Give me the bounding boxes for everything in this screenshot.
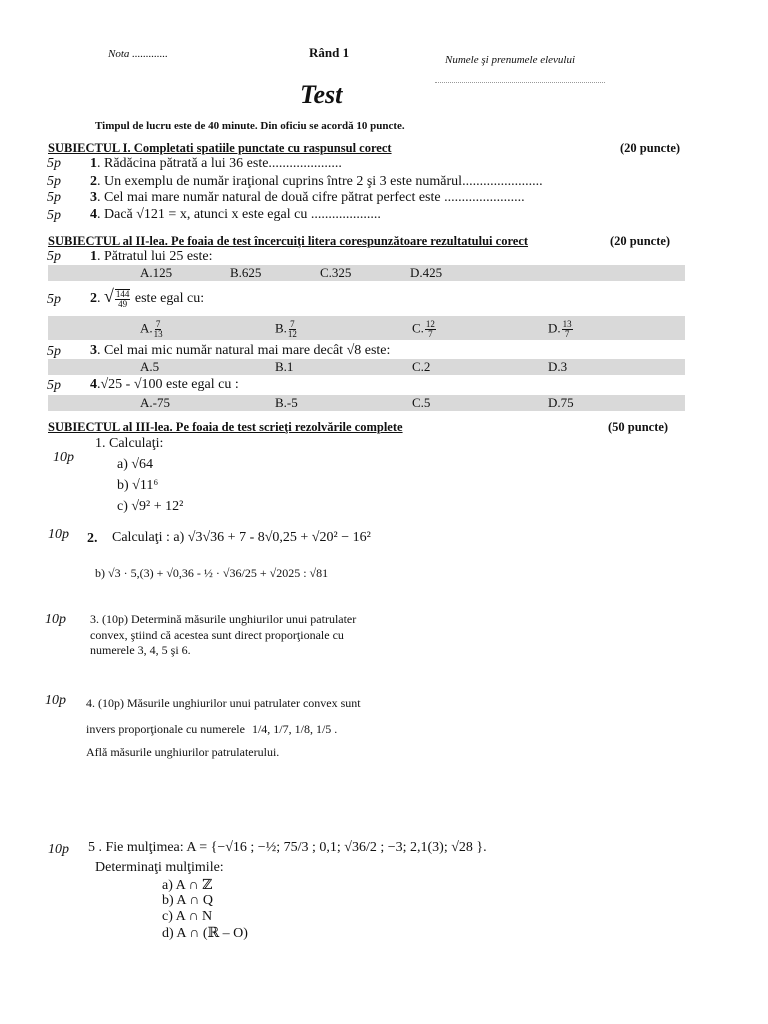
s1-item-points: 5p (47, 156, 61, 171)
option-b[interactable]: B.625 (230, 265, 262, 280)
s2-q1-text: 1. Pătratul lui 25 este: (90, 249, 213, 264)
e3-line-3: numerele 3, 4, 5 şi 6. (90, 643, 191, 657)
option-b[interactable]: B.-5 (275, 395, 298, 410)
e2-points: 10p (48, 527, 69, 542)
student-name-line (435, 82, 605, 83)
e4-line-3: Află măsurile unghiurilor patrulaterului. (86, 745, 280, 759)
section-3-points: (50 puncte) (608, 420, 669, 434)
e3-line-1: 3. (10p) Determină măsurile unghiurilor unui patrulater (90, 612, 357, 626)
time-note: Timpul de lucru este de 40 minute. Din oficiu se acordă 10 puncte. (95, 120, 405, 132)
option-c[interactable]: C.2 (412, 359, 431, 374)
s1-item-points: 5p (47, 208, 61, 223)
section-3-heading: SUBIECTUL al III-lea. Pe foaia de test scrieţi rezolvările complete (48, 420, 403, 434)
e2-a: Calculaţi : a) √3√36 + 7 - 8√0,25 + √20² − 16² (112, 530, 371, 545)
e1-c: c) √9² + 12² (117, 499, 184, 514)
section-2-heading: SUBIECTUL al II-lea. Pe foaia de test încercuiţi litera corespunzătoare rezultatului corect (48, 234, 529, 248)
s1-item-3: 3. Cel mai mare număr natural de două cifre pătrat perfect este ....................... (90, 190, 525, 205)
e5-b: b) A ∩ Q (162, 893, 213, 908)
e3-line-2: convex, ştiind că acestea sunt direct proporţionale cu (90, 628, 344, 642)
e1-points: 10p (53, 450, 74, 465)
s1-item-points: 5p (47, 174, 61, 189)
e5-c: c) A ∩ N (162, 909, 213, 924)
e4-line-2: invers proporţionale cu numerele 1/4, 1/7, 1/8, 1/5 . (86, 722, 338, 736)
section-1-heading: SUBIECTUL I. Completati spatiile punctate cu raspunsul corect (48, 141, 392, 155)
s2-q4-options (48, 395, 685, 411)
s1-item-points: 5p (47, 190, 61, 205)
e2-b: b) √3 · 5,(3) + √0,36 - ½ · √36/25 + √2025 : √81 (95, 566, 329, 580)
option-c[interactable]: C. $\frac{12}{7}$ (412, 319, 435, 339)
section-2-title (48, 234, 684, 249)
s2-q2-text: 2. √ $\frac{144}{49}$ este egal cu: (90, 286, 205, 309)
e5-points: 10p (48, 842, 69, 857)
e2-number: 2. (87, 531, 98, 546)
option-d[interactable]: D.3 (548, 359, 568, 374)
e5-set: 5 . Fie mulţimea: A = {−√16 ; −½; 75/3 ; 0,1; √36/2 ; −3; 2,1(3); √28 }. (88, 840, 487, 855)
section-1-title (48, 141, 684, 156)
s2-q2-options (48, 316, 685, 340)
s2-q3-options (48, 359, 685, 375)
option-a[interactable]: A.-75 (140, 395, 170, 410)
option-d[interactable]: D. $\frac{13}{7}$ (548, 319, 572, 339)
option-b[interactable]: B. $\frac{7}{12}$ (275, 319, 297, 339)
s2-q4-points: 5p (47, 378, 61, 393)
option-a[interactable]: A. $\frac{7}{13}$ (140, 319, 163, 339)
s1-item-4: 4. Dacă √121 = x, atunci x este egal cu .................... (90, 207, 381, 222)
rand-label: Rând 1 (309, 45, 350, 60)
e4-points: 10p (45, 693, 66, 708)
e5-a: a) A ∩ ℤ (162, 878, 213, 893)
student-name-label: Numele şi prenumele elevului (445, 54, 576, 66)
section-1-points: (20 puncte) (620, 141, 681, 155)
e1-title: 1. Calculaţi: (95, 436, 164, 451)
s2-q2-points: 5p (47, 292, 61, 307)
e1-a: a) √64 (117, 457, 154, 472)
option-a[interactable]: A.125 (140, 265, 173, 280)
option-a[interactable]: A.5 (140, 359, 160, 374)
s2-q1-options (48, 265, 685, 281)
s2-q3-points: 5p (47, 344, 61, 359)
page-title: Test (300, 80, 343, 109)
e1-b: b) √11⁶ (117, 478, 159, 493)
e5-subtitle: Determinaţi mulţimile: (95, 860, 224, 875)
s2-q3-text: 3. Cel mai mic număr natural mai mare decât √8 este: (90, 343, 391, 358)
option-b[interactable]: B.1 (275, 359, 294, 374)
option-d[interactable]: D.75 (548, 395, 574, 410)
e4-line-1: 4. (10p) Măsurile unghiurilor unui patrulater convex sunt (86, 696, 361, 710)
option-d[interactable]: D.425 (410, 265, 443, 280)
e5-d: d) A ∩ (ℝ – O) (162, 926, 248, 941)
nota-field: Nota ............. (108, 48, 168, 60)
s2-q1-points: 5p (47, 249, 61, 264)
s2-q4-text: 4.√25 - √100 este egal cu : (90, 377, 239, 392)
e3-points: 10p (45, 612, 66, 627)
s1-item-1: 1. Rădăcina pătrată a lui 36 este..................... (90, 156, 342, 171)
s1-item-2: 2. Un exemplu de număr iraţional cuprins între 2 şi 3 este numărul....................... (90, 174, 543, 189)
section-3-title (48, 420, 684, 435)
option-c[interactable]: C.325 (320, 265, 352, 280)
section-2-points: (20 puncte) (610, 234, 671, 248)
option-c[interactable]: C.5 (412, 395, 431, 410)
